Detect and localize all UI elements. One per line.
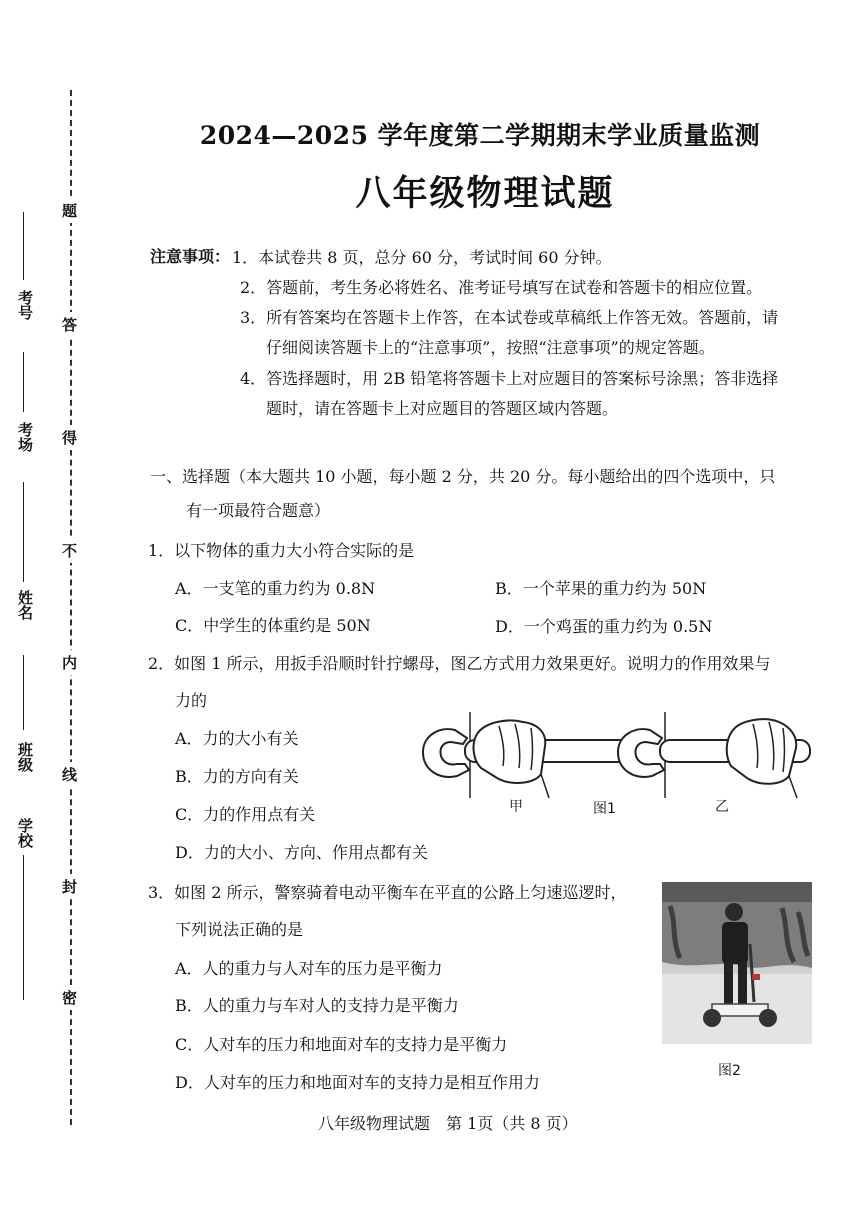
figure-2-photo: [662, 882, 812, 1044]
name-blank: [23, 482, 24, 582]
exam-no-blank: [23, 212, 24, 280]
exam-room-label: 考场: [16, 422, 34, 452]
seal-char-4: 不: [62, 538, 77, 563]
q1-option-c: C．中学生的体重约是 50N: [175, 616, 371, 635]
name-label: 姓名: [16, 590, 34, 620]
q2-option-b: B．力的方向有关: [175, 767, 299, 786]
exam-no-label: 考号: [16, 290, 34, 320]
class-label: 班级: [16, 742, 34, 772]
notice-item-3b: 仔细阅读答题卡上的“注意事项”，按照“注意事项”的规定答题。: [266, 338, 715, 357]
wrench-b-icon: [618, 719, 810, 798]
figure-1-label-left: 甲: [509, 799, 523, 815]
wrench-a-icon: [423, 721, 630, 799]
seal-char-7: 封: [62, 874, 77, 899]
exam-title: 八年级物理试题: [355, 174, 615, 214]
q1-option-a: A．一支笔的重力约为 0.8N: [175, 579, 376, 598]
section-heading-line2: 有一项最符合题意）: [186, 501, 331, 520]
q1-option-b: B．一个苹果的重力约为 50N: [495, 579, 707, 598]
figure-2-caption: 图2: [718, 1063, 741, 1079]
school-label: 学校: [16, 818, 34, 848]
exam-room-blank: [23, 352, 24, 412]
q3-option-a: A．人的重力与人对车的压力是平衡力: [175, 959, 443, 978]
seal-char-3: 得: [62, 425, 77, 450]
notice-item-2: 2．答题前，考生务必将姓名、准考证号填写在试卷和答题卡的相应位置。: [240, 278, 763, 297]
q2-stem-line2: 力的: [175, 691, 208, 710]
q3-stem-line1: 3．如图 2 所示，警察骑着电动平衡车在平直的公路上匀速巡逻时，: [148, 883, 627, 902]
q2-stem-line1: 2．如图 1 所示，用扳手沿顺时针拧螺母，图乙方式用力效果更好。说明力的作用效果与: [148, 654, 771, 673]
q1-option-d: D．一个鸡蛋的重力约为 0.5N: [495, 617, 713, 636]
page-footer: 八年级物理试题 第 1页（共 8 页）: [318, 1114, 578, 1133]
q3-option-b: B．人的重力与车对人的支持力是平衡力: [175, 996, 459, 1015]
q3-option-c: C．人对车的压力和地面对车的支持力是平衡力: [175, 1035, 508, 1054]
notice-label: 注意事项：: [150, 247, 231, 266]
seal-dashed-line: [70, 90, 72, 1125]
seal-char-1: 题: [62, 198, 77, 223]
figure-1-caption: 图1: [593, 801, 616, 817]
notice-item-4a: 4．答选择题时，用 2B 铅笔将答题卡上对应题目的答案标号涂黑；答非选择: [240, 369, 779, 388]
notice-item-4b: 题时，请在答题卡上对应题目的答题区域内答题。: [266, 399, 619, 418]
q3-stem-line2: 下列说法正确的是: [175, 920, 304, 939]
school-blank: [23, 855, 24, 1000]
q2-option-a: A．力的大小有关: [175, 729, 299, 748]
figure-1-label-right: 乙: [715, 799, 729, 815]
q3-option-d: D．人对车的压力和地面对车的支持力是相互作用力: [175, 1073, 540, 1092]
notice-item-1: 1．本试卷共 8 页，总分 60 分，考试时间 60 分钟。: [232, 248, 612, 267]
notice-item-3a: 3．所有答案均在答题卡上作答，在本试卷或草稿纸上作答无效。答题前，请: [240, 308, 779, 327]
section-heading-line1: 一、选择题（本大题共 10 小题，每小题 2 分，共 20 分。每小题给出的四个选项中，只: [150, 467, 776, 486]
exam-subtitle: 2024—2025 学年度第二学期期末学业质量监测: [199, 121, 761, 150]
seal-char-2: 答: [62, 312, 77, 337]
q2-option-d: D．力的大小、方向、作用点都有关: [175, 843, 428, 862]
seal-char-6: 线: [62, 762, 77, 787]
figure-1-wrenches: [415, 712, 815, 800]
q2-option-c: C．力的作用点有关: [175, 805, 316, 824]
q1-stem: 1．以下物体的重力大小符合实际的是: [148, 541, 415, 560]
seal-char-8: 密: [62, 985, 77, 1010]
class-blank: [23, 655, 24, 730]
seal-char-5: 内: [62, 650, 77, 675]
